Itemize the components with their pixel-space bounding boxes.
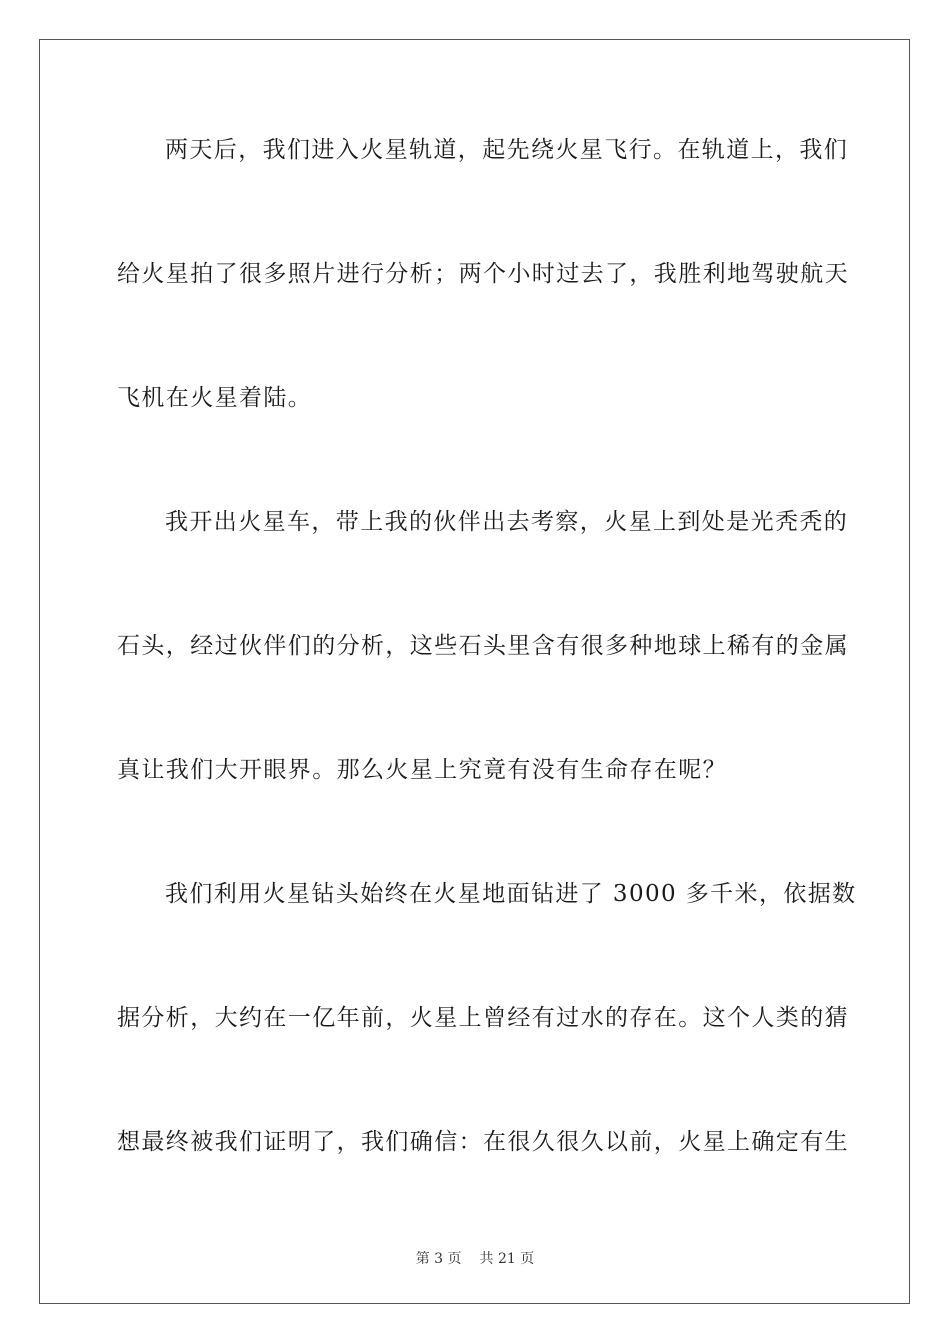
page-border [39, 39, 910, 1304]
paragraph-1-line-2: 给火星拍了很多照片进行分析；两个小时过去了，我胜利地驾驶航天 [117, 261, 849, 287]
paragraph-1-line-1: 两天后，我们进入火星轨道，起先绕火星飞行。在轨道上，我们 [165, 137, 849, 163]
paragraph-3-line-1: 我们利用火星钻头始终在火星地面钻进了 3000 多千米，依据数 [165, 881, 857, 907]
page-footer [0, 1248, 950, 1268]
paragraph-3-line-2: 据分析，大约在一亿年前，火星上曾经有过水的存在。这个人类的猜 [117, 1005, 849, 1031]
paragraph-1-line-3: 飞机在火星着陆。 [117, 385, 313, 411]
paragraph-2-line-1: 我开出火星车，带上我的伙伴出去考察，火星上到处是光秃秃的 [165, 509, 849, 535]
paragraph-3-line-3: 想最终被我们证明了，我们确信：在很久很久以前，火星上确定有生 [117, 1129, 849, 1155]
paragraph-2-line-3: 真让我们大开眼界。那么火星上究竟有没有生命存在呢？ [117, 757, 727, 783]
page-number: 第 3 页 [415, 1251, 462, 1267]
page-total: 共 21 页 [479, 1251, 535, 1267]
paragraph-2-line-2: 石头，经过伙伴们的分析，这些石头里含有很多种地球上稀有的金属 [117, 633, 849, 659]
